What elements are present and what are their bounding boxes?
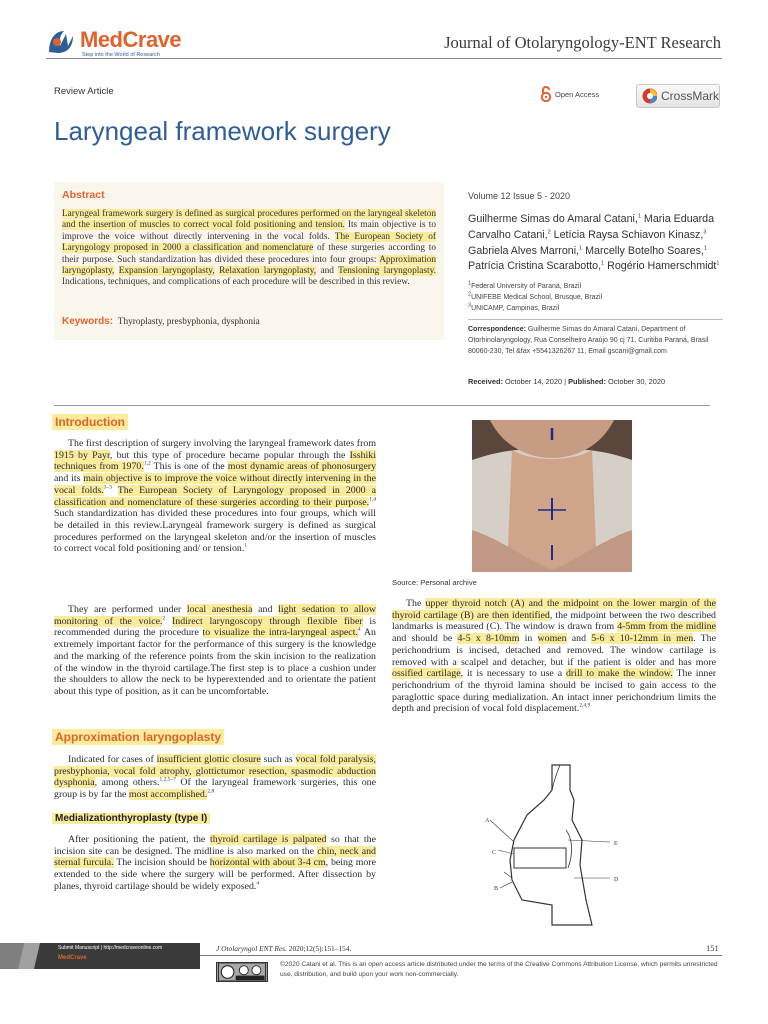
intro-paragraph-2 — [54, 604, 376, 698]
crossmark-icon — [642, 88, 657, 104]
citation-ref: 4 — [256, 880, 260, 887]
text-span: , but this type of procedure became popular through the — [109, 449, 350, 461]
correspondence — [468, 324, 723, 358]
affil-ref: 1 — [716, 260, 720, 267]
affil-ref: 2 — [547, 229, 551, 236]
keywords-text: Thyroplasty, presbyphonia, dysphonia — [117, 317, 260, 327]
citation-ref: 1–3 — [103, 484, 112, 491]
affiliation — [468, 292, 723, 303]
article-type: Review Article — [54, 86, 114, 97]
author-name: Guilherme Simas do Amaral Catani, — [468, 213, 638, 225]
citation-details: 2020;12(5):151‒154. — [286, 944, 352, 953]
abstract-span: of these surgeries according to their purpose. Such standardization has divided these procedures into four groups: — [62, 243, 436, 265]
open-access-badge[interactable] — [540, 86, 599, 102]
text-span: in — [519, 633, 538, 645]
highlight-span: 4-5 x 8-10mm — [457, 633, 520, 645]
text-span: and — [252, 604, 279, 615]
abstract-text — [62, 209, 436, 289]
logo-text: MedCrave — [80, 27, 182, 52]
correspondence-label: Correspondence: — [468, 326, 526, 333]
text-span: Such standardization has divided these procedures into four groups, which will be detailed in this review.Laryngeal framework surgery is defined as surgical procedures performed on the laryngeal skeleton and/or the insertion of muscles to correct vocal fold positioning and/ or tension. — [54, 508, 376, 555]
thyroid-cartilage-diagram — [482, 760, 632, 930]
received-date: October 14, 2020 | — [502, 377, 569, 386]
diagram-label-e: E — [614, 841, 618, 847]
abstract-span: and — [316, 266, 339, 277]
text-span: , it is necessary to use a — [460, 668, 566, 680]
text-span: and should be — [392, 633, 458, 645]
approximation-paragraph — [54, 754, 376, 801]
abstract-highlight: Expansion laryngoplasty, — [118, 266, 215, 277]
text-span: and its — [54, 473, 84, 485]
license-text: ©2020 Catani et al. This is an open access article distributed under the terms of the Creative Commons Attribution License, which permits unrestricted use, distribution, and build upon your work non-commercially. — [280, 961, 718, 978]
keywords — [62, 316, 436, 327]
text-span: The incision should be — [113, 857, 210, 869]
affil-ref: 1 — [637, 213, 641, 220]
author-list — [468, 212, 723, 275]
section-divider — [54, 405, 710, 406]
text-span: They are performed under — [68, 604, 187, 615]
text-span: The — [406, 598, 426, 609]
text-span: , among others. — [94, 777, 160, 789]
article-dates — [468, 377, 665, 386]
citation-ref: 2,4,9 — [579, 703, 591, 710]
highlight-span: Isshiki techniques from 1970. — [54, 449, 376, 473]
crossmark-label: CrossMark — [660, 89, 719, 103]
medialization-paragraph — [54, 834, 376, 893]
footer-logo-text: MedCrave — [58, 955, 87, 961]
affil-ref: 1 — [703, 245, 707, 252]
citation-ref: 4 — [357, 627, 361, 634]
citation — [216, 944, 351, 953]
abstract-span: Indications, techniques, and complications of each procedure will be described in this review. — [62, 277, 410, 288]
diagram-label-a: A — [485, 818, 490, 824]
author-name: Maria Eduarda Carvalho Catani, — [468, 213, 715, 241]
text-span: Of the laryngeal framework surgeries, this one group is by far the — [54, 777, 376, 801]
neck-photo-illustration — [472, 420, 632, 572]
author-name: Rogério Hamerschmidt — [604, 260, 717, 273]
text-span — [165, 616, 172, 627]
citation-journal: J Otolaryngol ENT Res. — [216, 944, 287, 953]
published-label: Published: — [568, 377, 606, 386]
affil-num: 2 — [468, 291, 472, 298]
submit-manuscript-link[interactable]: Submit Manuscript | http://medcraveonline.com — [58, 945, 163, 951]
author-name: Marcelly Botelho Soares, — [582, 244, 704, 257]
crossmark-button[interactable] — [636, 84, 720, 108]
affiliation — [468, 281, 723, 292]
highlight-span: local anesthesia — [186, 604, 253, 615]
highlight-span: light sedation to allow monitoring of the voice. — [54, 604, 376, 627]
highlight-span: thyroid cartilage is palpated — [209, 834, 327, 845]
highlight-span: drill to make the window. — [565, 668, 673, 680]
affil-text: UNICAMP, Campinas, Brazil — [471, 305, 560, 312]
affil-text: Federal University of Paraná, Brazil — [471, 283, 582, 290]
citation-ref: 1,4 — [369, 496, 376, 503]
affil-ref: 1 — [579, 245, 583, 252]
header-divider — [46, 58, 722, 59]
footer-divider — [200, 955, 722, 956]
abstract-highlight: Approximation laryngoplasty, — [62, 254, 436, 277]
right-paragraph — [392, 598, 716, 715]
author-name: Patrícia Cristina Scarabotto, — [468, 260, 602, 273]
abstract-highlight: The European Society of Laryngology proposed in 2000 a classification and nomenclature — [62, 231, 436, 254]
received-label: Received: — [468, 377, 503, 386]
highlight-span: to visualize the intra-laryngeal aspect. — [202, 627, 358, 639]
affiliation — [468, 303, 723, 314]
abstract-highlight: Relaxation laryngoplasty, — [219, 266, 317, 277]
text-span: such as — [260, 754, 296, 765]
highlight-span: 4-5mm from the midline — [617, 621, 716, 633]
highlight-span: chin, neck and sternal furcula. — [54, 845, 376, 869]
journal-title: Journal of Otolaryngology-ENT Research — [444, 33, 721, 52]
abstract-heading: Abstract — [62, 189, 105, 201]
citation-ref: 1 — [244, 543, 248, 550]
highlight-span: ossified cartilage — [392, 668, 461, 680]
text-span: The first description of surgery involving the laryngeal framework dates from — [68, 438, 376, 449]
intro-paragraph-1 — [54, 438, 376, 555]
open-access-label: Open Access — [555, 89, 600, 99]
affil-ref: 3 — [703, 229, 707, 236]
introduction-heading: Introduction — [52, 414, 128, 430]
article-title: Laryngeal framework surgery — [54, 116, 391, 146]
text-span: so that the incision site can be designed. The midline is also marked on the — [54, 834, 376, 857]
correspondence-divider — [468, 319, 723, 320]
highlight-span: 5-6 x 10-12mm in men — [591, 633, 694, 645]
medialization-heading: Medializationthyroplasty (type I) — [52, 813, 210, 824]
text-span: This is one of the — [150, 461, 228, 473]
text-span: The inner perichondrium of the thyroid lamina should be incised to gain access to the paraglottic space during medialization. An intact inner perichondrium limits the depth and precision of vocal fold displacement. — [392, 668, 717, 715]
highlight-span: vocal fold paralysis, presbyphonia, vocal fold atrophy, glottictumor resection, spasmodic abduction dysphonia — [54, 754, 376, 789]
diagram-label-d: D — [614, 877, 619, 883]
diagram-label-c: C — [492, 850, 497, 856]
open-access-icon — [540, 86, 552, 102]
text-span: After positioning the patient, the — [68, 834, 210, 845]
diagram-label-b: B — [494, 886, 499, 892]
affil-num: 3 — [468, 302, 472, 309]
highlight-span: horizontal with about 3-4 cm — [209, 857, 326, 869]
citation-ref: 1,2 — [143, 461, 151, 468]
text-span: , the midpoint between the two described landmarks is measured (C). The window is drawn from — [392, 609, 716, 633]
text-span — [112, 485, 118, 496]
text-span: is recommended during the procedure — [54, 615, 377, 639]
published-date: October 30, 2020 — [605, 377, 666, 386]
text-span: Indicated for cases of — [68, 754, 157, 765]
text-span: An extremely important factor for the performance of this surgery is the knowledge and the marking of the reference points from the skin incision to the realization of the window in the thyroid cartilage.The first step is to place a cushion under the shoulders to allow the neck to be hyperextended and to orientate the patient about this type of position, as it can be uncomfortable. — [54, 627, 376, 697]
creative-commons-icon[interactable] — [216, 962, 268, 982]
abstract-highlight: Laryngeal framework surgery is defined as surgical procedures performed on the laryngeal skeleton and the insertion of muscles to correct vocal fold positioning and tension. — [62, 209, 436, 231]
highlight-span: most accomplished. — [128, 789, 208, 801]
highlight-span: most dynamic areas of phonosurgery — [227, 461, 377, 473]
abstract-span: Its main objective is to improve the voice without directly intervening in the vocal folds. — [62, 220, 437, 242]
highlight-span: women — [537, 633, 567, 645]
text-span: and — [566, 633, 592, 645]
keywords-label: Keywords: — [62, 316, 114, 327]
abstract-highlight: Tensioning laryngoplasty. — [338, 266, 437, 277]
highlight-span: main objective is to improve the voice without directly intervening in the vocal folds. — [54, 473, 376, 496]
highlight-span: 1915 by Payr — [54, 449, 110, 461]
medcrave-logo-icon — [46, 28, 76, 56]
author-name: Letícia Raysa Schiavon Kinasz, — [550, 228, 704, 241]
author-name: Gabriela Alves Marroni, — [468, 244, 580, 257]
highlight-span: upper thyroid notch (A) and the midpoint on the lower margin of the thyroid cartilage (B) are then identified — [392, 598, 716, 621]
citation-ref: 2,8 — [207, 788, 215, 795]
citation-ref: 1,2,5–7 — [159, 777, 176, 784]
affil-num: 1 — [468, 280, 472, 287]
volume-issue: Volume 12 Issue 5 - 2020 — [468, 191, 571, 201]
highlight-span: The European Society of Laryngology proposed in 2000 a classification and nomenclature of these surgeries according to their purpose. — [54, 484, 377, 508]
affiliations — [468, 281, 723, 314]
correspondence-text: Guilherme Simas do Amaral Catani, Department of Otorhinolaryngology, Rua Conselheiro Araújo 90 cj 71, Curitiba Paraná, Brasil 80060-230, Tel &fax +5541326267 11, Email gscani@gmail.com — [468, 326, 709, 356]
logo-tagline: Step into the World of Research — [82, 52, 160, 58]
highlight-span: Indirect laryngoscopy through flexible fiber — [172, 615, 363, 627]
text-span: . The perichondrium is incised, detached and removed. The window cartilage is removed with a scalpel and detacher, but if the patient is older and has more — [392, 633, 716, 668]
text-span: , being more extended to the side where the surgery will be performed. After dissection by planes, thyroid cartilage should be widely exposed. — [54, 857, 376, 892]
citation-ref: 2 — [162, 615, 166, 622]
approximation-heading: Approximation laryngoplasty — [52, 729, 224, 745]
affil-ref: 1 — [601, 260, 605, 267]
neck-marking-photo — [472, 420, 632, 572]
affil-text: UNIFEBE Medical School, Brusque, Brazil — [471, 294, 603, 301]
highlight-span: insufficient glottic closure — [156, 754, 261, 765]
page-number: 151 — [706, 943, 719, 953]
figure-source: Source: Personal archive — [392, 578, 477, 587]
